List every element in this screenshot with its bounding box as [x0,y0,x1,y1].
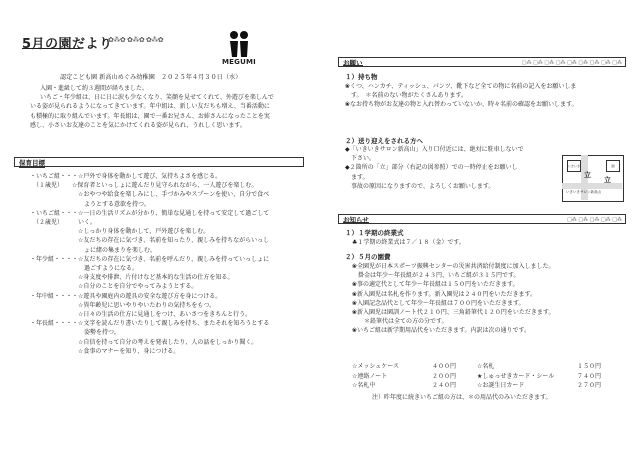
oshirase-heading: お知らせ [343,216,369,224]
price-row [352,372,617,382]
goal-line: ☆自分のことを自分でやってみようとする。 [30,283,198,291]
goal-line: ☆自信を持って自分の考えを発表したり、人の話をしっかり聞く。 [30,338,258,346]
goal-line: ょに緒の集まりを楽しむ。 [30,246,157,254]
price-item: ☆お誕生日カード [477,382,525,389]
onegai-heading: お願い [343,59,363,67]
goal-line: ☆しっかり身体を動かして、戸外遊びを楽しむ。 [30,228,210,236]
mochimono-line: す。 ＊名前のない物がたくさんあります。 [345,92,468,100]
goal-line: ・いちご組・・・☆戸外で身体を動かして遊び、気持ちよさを感じる。 [30,173,222,180]
price-item: ☆名札中 [352,382,376,389]
school-date-line: 認定こども園 新高山めぐみ幼稚園 ２０２５年４月３０日（水） [60,74,242,81]
goal-line: （２歳児） いく。 [30,219,96,227]
enhi-title: ２）５月の園費 [345,253,391,261]
mochimono-line: ❀くつ、ハンカチ、ティッシュ、パンツ、靴下など全ての物に名前の記入をお願いしま [345,83,577,90]
goal-line: ・年少組・・・・☆友だちの存在に気づき、名前を呼んだり、親しみを持っていっしょに [30,255,270,263]
map-stop-mark: 立 [604,176,611,184]
goal-line: ・いちご組・・・☆一日の生活リズムが分かり、簡単な見通しを持って安定して過ごして [30,209,270,217]
price-row [352,362,617,372]
intro-line: 入園・進級して約３週間が経ちました。 [40,85,149,92]
price-value: ２４０円 [432,382,457,389]
price-value: １５０円 [577,363,602,370]
goals-list [30,172,269,356]
goal-line: ・年長組・・・・☆文字を読んだり書いたりして親しみを持ち、またそれを知ろうとする [30,320,270,328]
goal-line: ようとする意欲を持つ。 [30,200,150,208]
okuri-line: 下さい。 [345,155,376,163]
shugyoshiki-title: １）１学期の終業式 [345,229,404,237]
goal-line: ☆食事のマナーを知り、身につける。 [30,347,180,355]
onegai-decoration: □⁂ □⁂ □⁂ □⁂ □⁂ □⁂ □⁂ □⁂ □⁂ [521,60,622,66]
enhi-line: ❀いちご組は新学期用品代をいただきます。内訳は次の通りです。 [352,327,531,335]
price-table [352,362,617,391]
price-value: ２００円 [432,372,457,380]
mochimono-line: ❀なお持ち物がお友達の物と入れ替わっていないか、時々名前の確認をお願いします。 [345,101,578,109]
enhi-line: ❀新入園児は名札を作ります。新入園児は２４０円をいただきます。 [352,290,537,298]
intro-line: いちご・年少組は、日に日に涙も少なくなり、笑顔を見せてくれて、外遊びを楽しんで [40,94,274,102]
mochimono-body [345,82,578,110]
price-value: ７４０円 [577,372,602,380]
map-stop-mark: 立 [584,171,591,179]
intro-paragraph [30,84,274,130]
intro-line: 感し、小さいお友達のことを気にかけてくれる姿が見られ、うれしく思います。 [30,121,246,129]
shugyoshiki-line: ♣１学期の終業式は７／１８（金）です。 [352,239,465,246]
goal-line: ☆おやつや給食を楽しみにし、手づかみやスプーンを使い、自分で食べ [30,191,270,199]
oshirase-heading-box [338,214,626,224]
intro-line: いる姿が見られるようになってきています。年中組は、新しい友だちも増え、当番活動に [30,103,270,111]
price-value: ２７０円 [577,382,602,389]
oshirase-decoration: □⁂ □⁂ □⁂ □⁂ □⁂ [567,217,622,223]
price-value: ４００円 [432,363,457,370]
logo-text: MEGUMI [222,58,256,66]
price-item: ★しゅっせきカード・シール [477,372,555,380]
map-road-horizontal [562,183,622,189]
goal-line: ☆異年齢児に思いやりやいたわりの気持ちをもつ。 [30,301,216,309]
enhi-body [352,262,555,336]
okuri-title: ２）送り迎えをされる方へ [345,137,423,145]
goal-line: ・年中組・・・・☆遊具や園庭内の遊具の安全な遊び方を身につける。 [30,292,222,300]
okuri-line: ます。 [345,173,369,181]
price-row [352,381,617,391]
okuri-line: ◆「いきいきサロン新高山」入り口付近には、絶対に駐車しないで [345,146,524,153]
goal-line: ☆身支度や排泄、片付けなど基本的な生活の仕方を知る。 [30,274,234,282]
goal-line: （１歳児） ☆保育者といっしょに遊んだり見守られながら、一人遊びを楽しむ。 [30,182,258,190]
map-label: いきいきサロン新高山 [566,190,601,194]
okuri-body [345,145,524,191]
enhi-line: ❀新入園児は園訓ノート代２１０円、三角鉛筆代１２０円をいただきます。 [352,309,555,317]
goal-line: 過ごすようになる。 [30,265,139,273]
intro-line: も積極的に取り組んでいます。年長組は、園で一番お兄さん、お姉さんになったことを実 [30,112,270,120]
okuri-line: 事故の原因になりますので、よろしくお願いします。 [345,182,495,190]
title-underline [22,48,80,49]
mochimono-title: １）持ち物 [345,73,378,81]
price-item: ☆名札 [477,363,495,370]
title-decoration: ✿⁂✿ ✿⁂✿ ✿⁂✿ [108,36,164,44]
page-title: 5月の園だより [22,37,113,52]
price-item: ☆連絡ノート [352,372,388,380]
goals-heading: 保育目標 [19,159,45,167]
enhi-line: ❀事の適定代として年少〜年長組は１５０円をいただきます。 [352,281,519,289]
map-building-school: 園 [606,160,620,172]
goal-line: ☆日々の生活の仕方に見通しをつけ、あいさつをきちんと行う。 [30,311,252,319]
okuri-line: ◆２箇所の「立」部分（右記の図参照）での一時停止をお願いし [345,164,518,172]
price-note: 注）昨年度に続きいちご組の方は、＊の用品代のみいただきます。 [372,394,552,401]
goal-line: 姿勢を持つ。 [30,329,120,337]
enhi-line: ＊鉛筆代は全ての方の分です。 [352,318,448,326]
enhi-line: ❀入園記念品代として年少〜年長組は７００円をいただきます。 [352,299,525,307]
goal-line: ☆友だちの存在に気づき、名前を知ったり、親しみを持ちながらいっし [30,237,270,245]
map-building-salon: いきいき [567,160,581,172]
onegai-heading-box [338,57,626,67]
enhi-line: ❀全園児が日本スポーツ振興センターの災害共済給付制度に加入しました。 [352,263,555,270]
price-item: ☆メッシュケース [352,363,399,370]
enhi-line: 掛金は年少〜年長組が２４３円、いちご組が３１５円です。 [352,272,520,280]
goals-heading-box [14,157,304,167]
